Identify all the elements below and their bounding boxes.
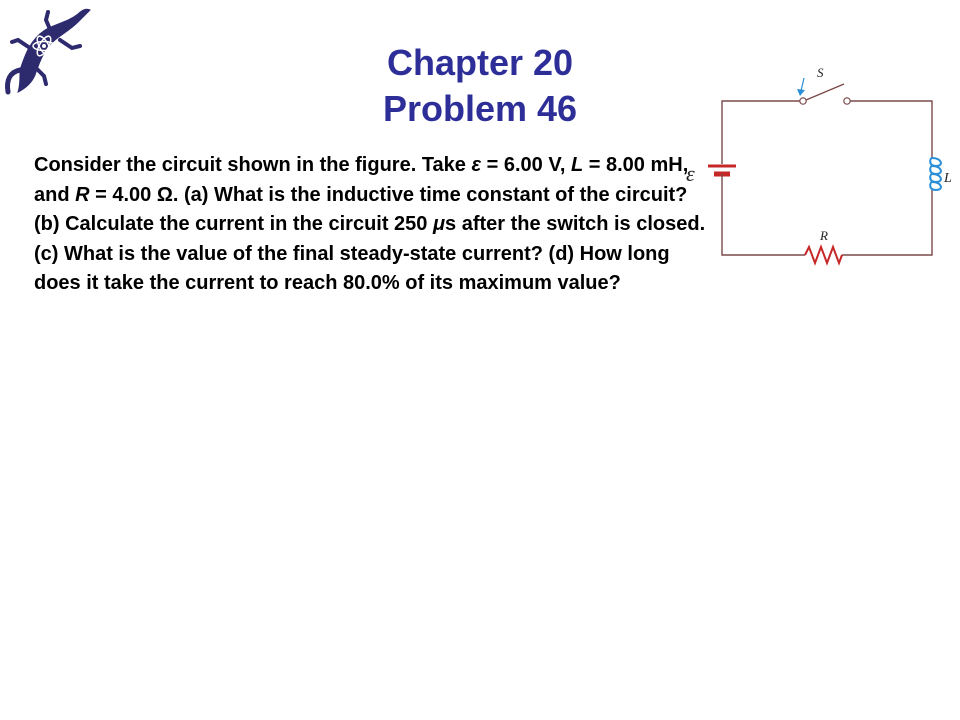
problem-text-part: = 6.00 V,	[481, 154, 571, 176]
problem-text-part: = 4.00 Ω. (a) What is the inductive time constant of the circuit? (b) Calculate the current in the circuit 250	[34, 183, 688, 235]
resistance-symbol: R	[75, 183, 90, 206]
switch-label: S	[817, 65, 824, 80]
wire-left-lower	[722, 184, 805, 255]
problem-heading: Problem 46	[382, 88, 578, 129]
inductance-symbol: L	[570, 154, 584, 176]
problem-text-part: Consider the circuit shown in the figure. Take	[34, 154, 472, 176]
lizard-atom-logo-icon	[0, 0, 100, 100]
problem-statement	[34, 151, 714, 299]
chapter-heading: Chapter 20	[386, 42, 574, 83]
problem-text-part: = 8.00 mH, and	[34, 154, 689, 206]
circuit-diagram	[680, 58, 960, 268]
wire-bottom-right	[842, 190, 932, 255]
switch-icon	[797, 78, 850, 104]
emf-label: ε	[686, 161, 695, 186]
wire-top-left	[722, 101, 800, 164]
inductor-label: L	[944, 171, 952, 186]
emf-symbol: ε	[471, 154, 482, 176]
inductor-icon	[930, 158, 941, 190]
wire-top-right	[850, 101, 932, 158]
battery-icon	[708, 166, 736, 174]
slide-title	[300, 40, 660, 132]
resistor-icon	[805, 247, 842, 263]
resistor-label: R	[820, 228, 828, 243]
micro-symbol: μ	[432, 213, 446, 235]
problem-text-part: s after the switch is closed. (c) What is the value of the final steady-state current? (d) How long does it take the current to reach 80.0% of its maximum value?	[34, 213, 706, 294]
